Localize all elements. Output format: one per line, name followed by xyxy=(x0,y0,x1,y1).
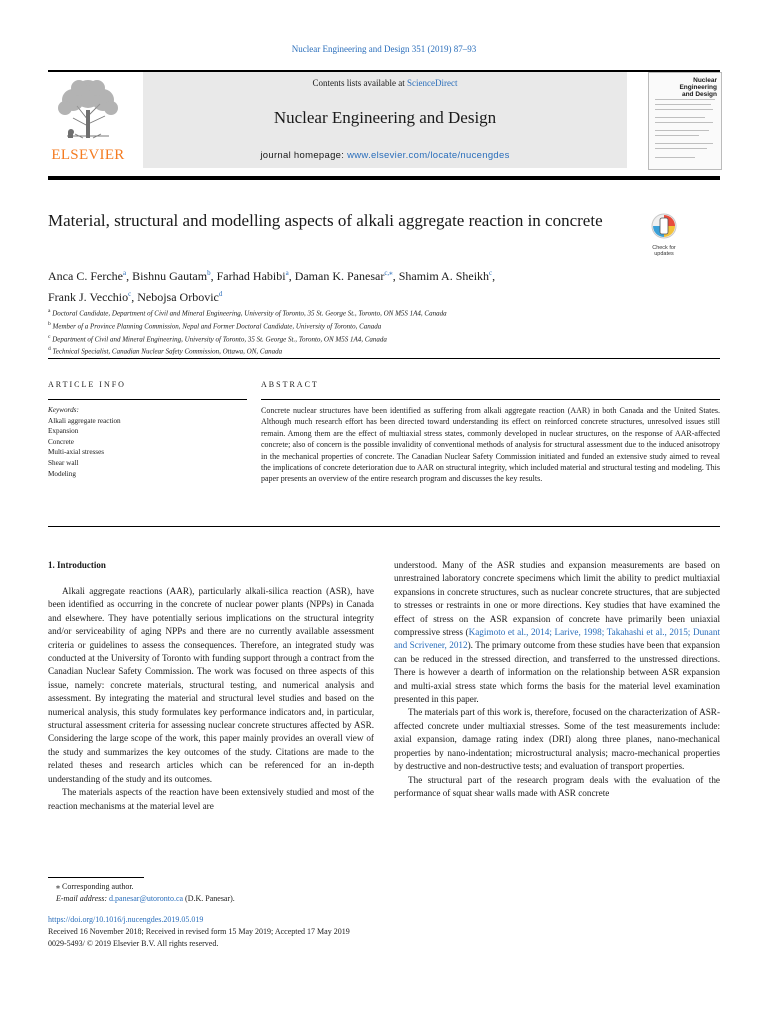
crossmark-icon xyxy=(646,212,682,240)
elsevier-wordmark: ELSEVIER xyxy=(51,147,125,163)
publication-info xyxy=(48,914,350,950)
journal-name: Nuclear Engineering and Design xyxy=(273,108,497,127)
keywords-label: Keywords: xyxy=(48,406,79,414)
homepage-link[interactable]: www.elsevier.com/locate/nucengdes xyxy=(347,150,510,161)
cover-line xyxy=(655,99,715,100)
received-dates: Received 16 November 2018; Received in revised form 15 May 2019; Accepted 17 May 2019 xyxy=(48,927,350,936)
citation-link[interactable]: Kagimoto et al., 2014; Larive, 1998; Takahashi et al., 2015; Dunant and Scrivener, 2012 xyxy=(394,627,720,651)
abstract-text: Concrete nuclear structures have been identified as suffering from alkali aggregate reaction (AAR) in both Canada and the United States. Although much research effort has been directed toward understanding its effect on reinforced concrete structures, unresolved issues still remain. Among them are the effect of multiaxial stress states, commonly developed in nuclear structures, on the response of AAR-affected concrete; also of concern is the possible invalidity of conventional methods of analysis for structural assessment due to the induced anisotropy in the mechanical properties of concrete. The Canadian Nuclear Safety Commission initiated and funded an extensive study aimed to reveal the implications of concrete deterioration due to AAR on structural integrity, which included material and structural testing and modeling. This paper presents an overview of the entire research program and discusses the key results. xyxy=(261,406,720,484)
homepage-prefix: journal homepage: xyxy=(260,150,348,161)
journal-citation[interactable]: Nuclear Engineering and Design 351 (2019) 87–93 xyxy=(291,44,477,54)
author[interactable]: Frank J. Vecchio$^c$ xyxy=(48,290,132,304)
section-rule xyxy=(48,358,720,359)
crossmark-label: Check for updates xyxy=(652,245,676,257)
right-column xyxy=(394,559,720,800)
copyright-line: 0029-5493/ © 2019 Elsevier B.V. All rights reserved. xyxy=(48,939,219,948)
affiliation: $^b$ Member of a Province Planning Commission, Nepal and Former Doctoral Candidate, University of Toronto, Canada xyxy=(48,320,382,331)
keyword: Modeling xyxy=(48,469,76,478)
footnote xyxy=(56,881,235,905)
article-title: Material, structural and modelling aspects of alkali aggregate reaction in concrete xyxy=(48,211,603,230)
cover-line xyxy=(655,157,695,158)
cover-line xyxy=(655,117,705,118)
contents-prefix: Contents lists available at xyxy=(312,78,407,88)
cover-line xyxy=(655,143,713,144)
paragraph: The materials part of this work is, therefore, focused on the characterization of ASR-affected concrete under multiaxial stresses. Some of the test measurements include: axial expansion, damage rating index (DRI) along three planes, nano-mechanical properties by nano-indentation; microstructural analysis; macro-mechanical properties by destructive and non-destructive tests; and evaluation of transport properties. xyxy=(394,707,720,772)
keyword: Concrete xyxy=(48,437,74,446)
author[interactable]: Bishnu Gautam$^b$ xyxy=(132,269,211,283)
sciencedirect-link[interactable]: ScienceDirect xyxy=(407,78,458,88)
footnote-rule xyxy=(48,877,144,878)
author[interactable]: Shamim A. Sheikh$^c$ xyxy=(398,269,493,283)
author[interactable]: Anca C. Ferche$^a$ xyxy=(48,269,127,283)
doi-link[interactable]: https://doi.org/10.1016/j.nucengdes.2019.05.019 xyxy=(48,915,204,924)
author-list: Anca C. Ferche$^a$, Bishnu Gautam$^b$, Farhad Habibi$^a$, Daman K. Panesar$^{c,⁎}$, Shamim A. Sheikh$^c$, Frank J. Vecchio$^c$, Nebojsa Orbovic$^d$ xyxy=(48,269,496,304)
keyword: Alkali aggregate reaction xyxy=(48,416,121,425)
abstract-bottom-rule xyxy=(48,526,720,527)
banner-rule xyxy=(48,176,720,180)
author[interactable]: Farhad Habibi$^a$ xyxy=(216,269,289,283)
affiliations xyxy=(48,306,720,357)
keyword: Expansion xyxy=(48,427,79,436)
paragraph: The materials aspects of the reaction have been extensively studied and most of the reaction mechanisms at the material level are xyxy=(48,787,374,811)
journal-banner xyxy=(143,72,627,168)
cover-line xyxy=(655,135,699,136)
cover-line xyxy=(655,148,707,149)
homepage-line xyxy=(143,150,627,161)
crossmark-badge[interactable] xyxy=(646,212,682,257)
paragraph: Alkali aggregate reactions (AAR), particularly alkali-silica reaction (ASR), have been identified as occurring in the concrete of nuclear power plants (NPPs) in Canada and elsewhere. They have potentially serious implications on the structural integrity and/or serviceability of aging NPPs and there are no currently available assessment criteria or guidelines to assess the consequences. Therefore, an integrated study was conducted at the University of Toronto with funding support through a contract from the Canadian Nuclear Safety Commission. The work was focused on three aspects of this issue, namely: concrete materials, structural testing, and numerical analysis and assessment. By integrating the material and structural level studies and based on the numerical analysis, this study formulates key performance indicators and, in particular, structural assessment criteria for assessing nuclear concrete structures affected by ASR. Considering the large scope of the work, this paper mainly provides an overall view of the study and summarizes the key outcomes of the study. Citations are made to the related theses and research articles which can be referenced for an in-depth understanding of the study and its outcomes. xyxy=(48,586,374,784)
journal-cover-thumbnail[interactable] xyxy=(648,72,722,170)
section-heading: 1. Introduction xyxy=(48,560,106,570)
cover-line xyxy=(655,122,713,123)
paragraph: understood. Many of the ASR studies and expansion measurements are based on unrestrained laboratory concrete specimens which limit the ability to predict multiaxial expansions in concrete structures, such as nuclear concrete structures, that are subjected to stresses or restraints in one or more directions. Key studies that have examined the effect of stress on the ASR expansion of concrete have primarily been uniaxial compressive stress (Kagimoto et al., 2014; Larive, 1998; Takahashi et al., 2015; Dunant and Scrivener, 2012). The primary outcome from these studies have been that expansion can be reduced in the stressed direction, and transferred to the unstressed directions. There is however a dearth of information on the relationship between ASR expansion and multi-axial stress state which forms the basis for the material level examination presented in this paper. xyxy=(394,560,720,705)
corresponding-author-note: ⁎ Corresponding author. xyxy=(56,882,134,891)
keywords-block xyxy=(48,405,247,479)
cover-title: Nuclear Engineering and Design xyxy=(679,77,717,98)
email-line: E-mail address: d.panesar@utoronto.ca (D.K. Panesar). xyxy=(56,894,235,903)
contents-line xyxy=(143,78,627,88)
keyword: Multi-axial stresses xyxy=(48,448,105,457)
paragraph: The structural part of the research program deals with the evaluation of the performance of squat shear walls made with ASR concrete xyxy=(394,774,720,798)
author[interactable]: Daman K. Panesar$^{c,⁎}$ xyxy=(294,269,393,283)
affiliation: $^d$ Technical Specialist, Canadian Nuclear Safety Commission, Ottawa, ON, Canada xyxy=(48,346,283,356)
elsevier-tree-icon xyxy=(53,76,123,140)
cover-line xyxy=(655,109,713,110)
left-column xyxy=(48,585,374,813)
cover-line xyxy=(655,130,709,131)
affiliation: $^c$ Department of Civil and Mineral Engineering, University of Toronto, 35 St. George St., Toronto, ON M5S 1A4, Canada xyxy=(48,333,387,343)
elsevier-logo xyxy=(48,76,128,166)
email-link[interactable]: d.panesar@utoronto.ca xyxy=(109,894,184,903)
cover-line xyxy=(655,104,711,105)
abstract-heading: ABSTRACT xyxy=(261,380,319,389)
keyword: Shear wall xyxy=(48,458,79,467)
article-info-rule xyxy=(48,399,247,400)
article-info-heading: ARTICLE INFO xyxy=(48,380,126,389)
affiliation: $^a$ Doctoral Candidate, Department of Civil and Mineral Engineering, University of Toronto, 35 St. George St., Toronto, ON M5S 1A4, Canada xyxy=(48,308,447,318)
author[interactable]: Nebojsa Orbovic$^d$ xyxy=(137,290,223,304)
abstract-rule xyxy=(261,399,720,400)
